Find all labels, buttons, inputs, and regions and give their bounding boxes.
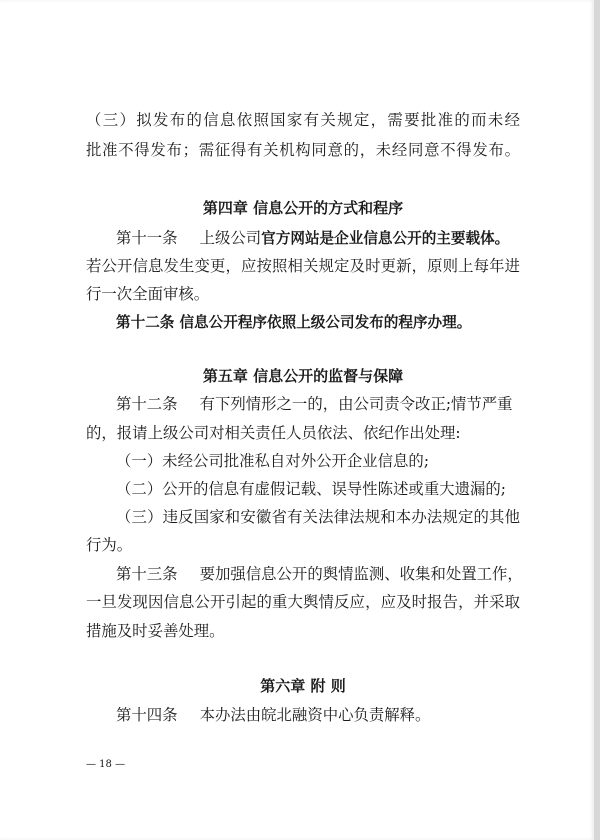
- article-12b-line-2: 的，报请上级公司对相关责任人员依法、依纪作出处理:: [86, 424, 461, 442]
- article-13-label: 第十三条: [116, 565, 178, 583]
- article-11-text-bold: 官方网站是企业信息公开的主要载体。: [261, 230, 510, 247]
- item-3-line-1: （三）拟发布的信息依照国家有关规定，需要批准的而未经: [86, 111, 520, 129]
- article-13-line-2: 一旦发现因信息公开引起的重大舆情反应，应及时报告，并采取: [86, 593, 520, 611]
- page-number: — 18 —: [86, 759, 126, 770]
- article-12b-line-1: [116, 394, 513, 414]
- article-11-label: 第十一条: [116, 229, 178, 247]
- article-14-label: 第十四条: [116, 706, 178, 724]
- article-13-line-1: [116, 564, 523, 584]
- article-12b-text: 有下列情形之一的，由公司责令改正;情节严重: [199, 395, 513, 413]
- article-12b-item-3-line-1: （三）违反国家和安徽省有关法律法规和本办法规定的其他: [116, 508, 520, 526]
- article-11-line-1: [116, 228, 509, 249]
- article-12b-item-3-line-2: 行为。: [86, 536, 133, 554]
- article-12b-item-2: （二）公开的信息有虚假记载、误导性陈述或重大遗漏的;: [116, 480, 506, 498]
- chapter-4-title: 第四章 信息公开的方式和程序: [202, 199, 404, 217]
- item-3-line-2: 批准不得发布；需征得有关机构同意的，未经同意不得发布。: [86, 141, 520, 159]
- article-13-line-3: 措施及时妥善处理。: [86, 622, 225, 640]
- article-12b-item-1: （一）未经公司批准私自对外公开企业信息的;: [116, 452, 429, 470]
- article-11-line-2: 若公开信息发生变更，应按照相关规定及时更新，原则上每年进: [86, 257, 520, 275]
- article-14-line: [116, 705, 430, 725]
- article-11-text-normal: 上级公司: [199, 229, 262, 247]
- chapter-6-title: 第六章 附 则: [260, 677, 346, 695]
- chapter-5-title: 第五章 信息公开的监督与保障: [202, 367, 404, 385]
- article-13-text: 要加强信息公开的舆情监测、收集和处置工作，: [199, 565, 523, 583]
- article-11-line-3: 行一次全面审核。: [86, 285, 210, 303]
- article-12b-label: 第十二条: [116, 395, 178, 413]
- article-12-text: 第十二条 信息公开程序依照上级公司发布的程序办理。: [116, 314, 472, 331]
- article-14-text: 本办法由皖北融资中心负责解释。: [199, 706, 431, 724]
